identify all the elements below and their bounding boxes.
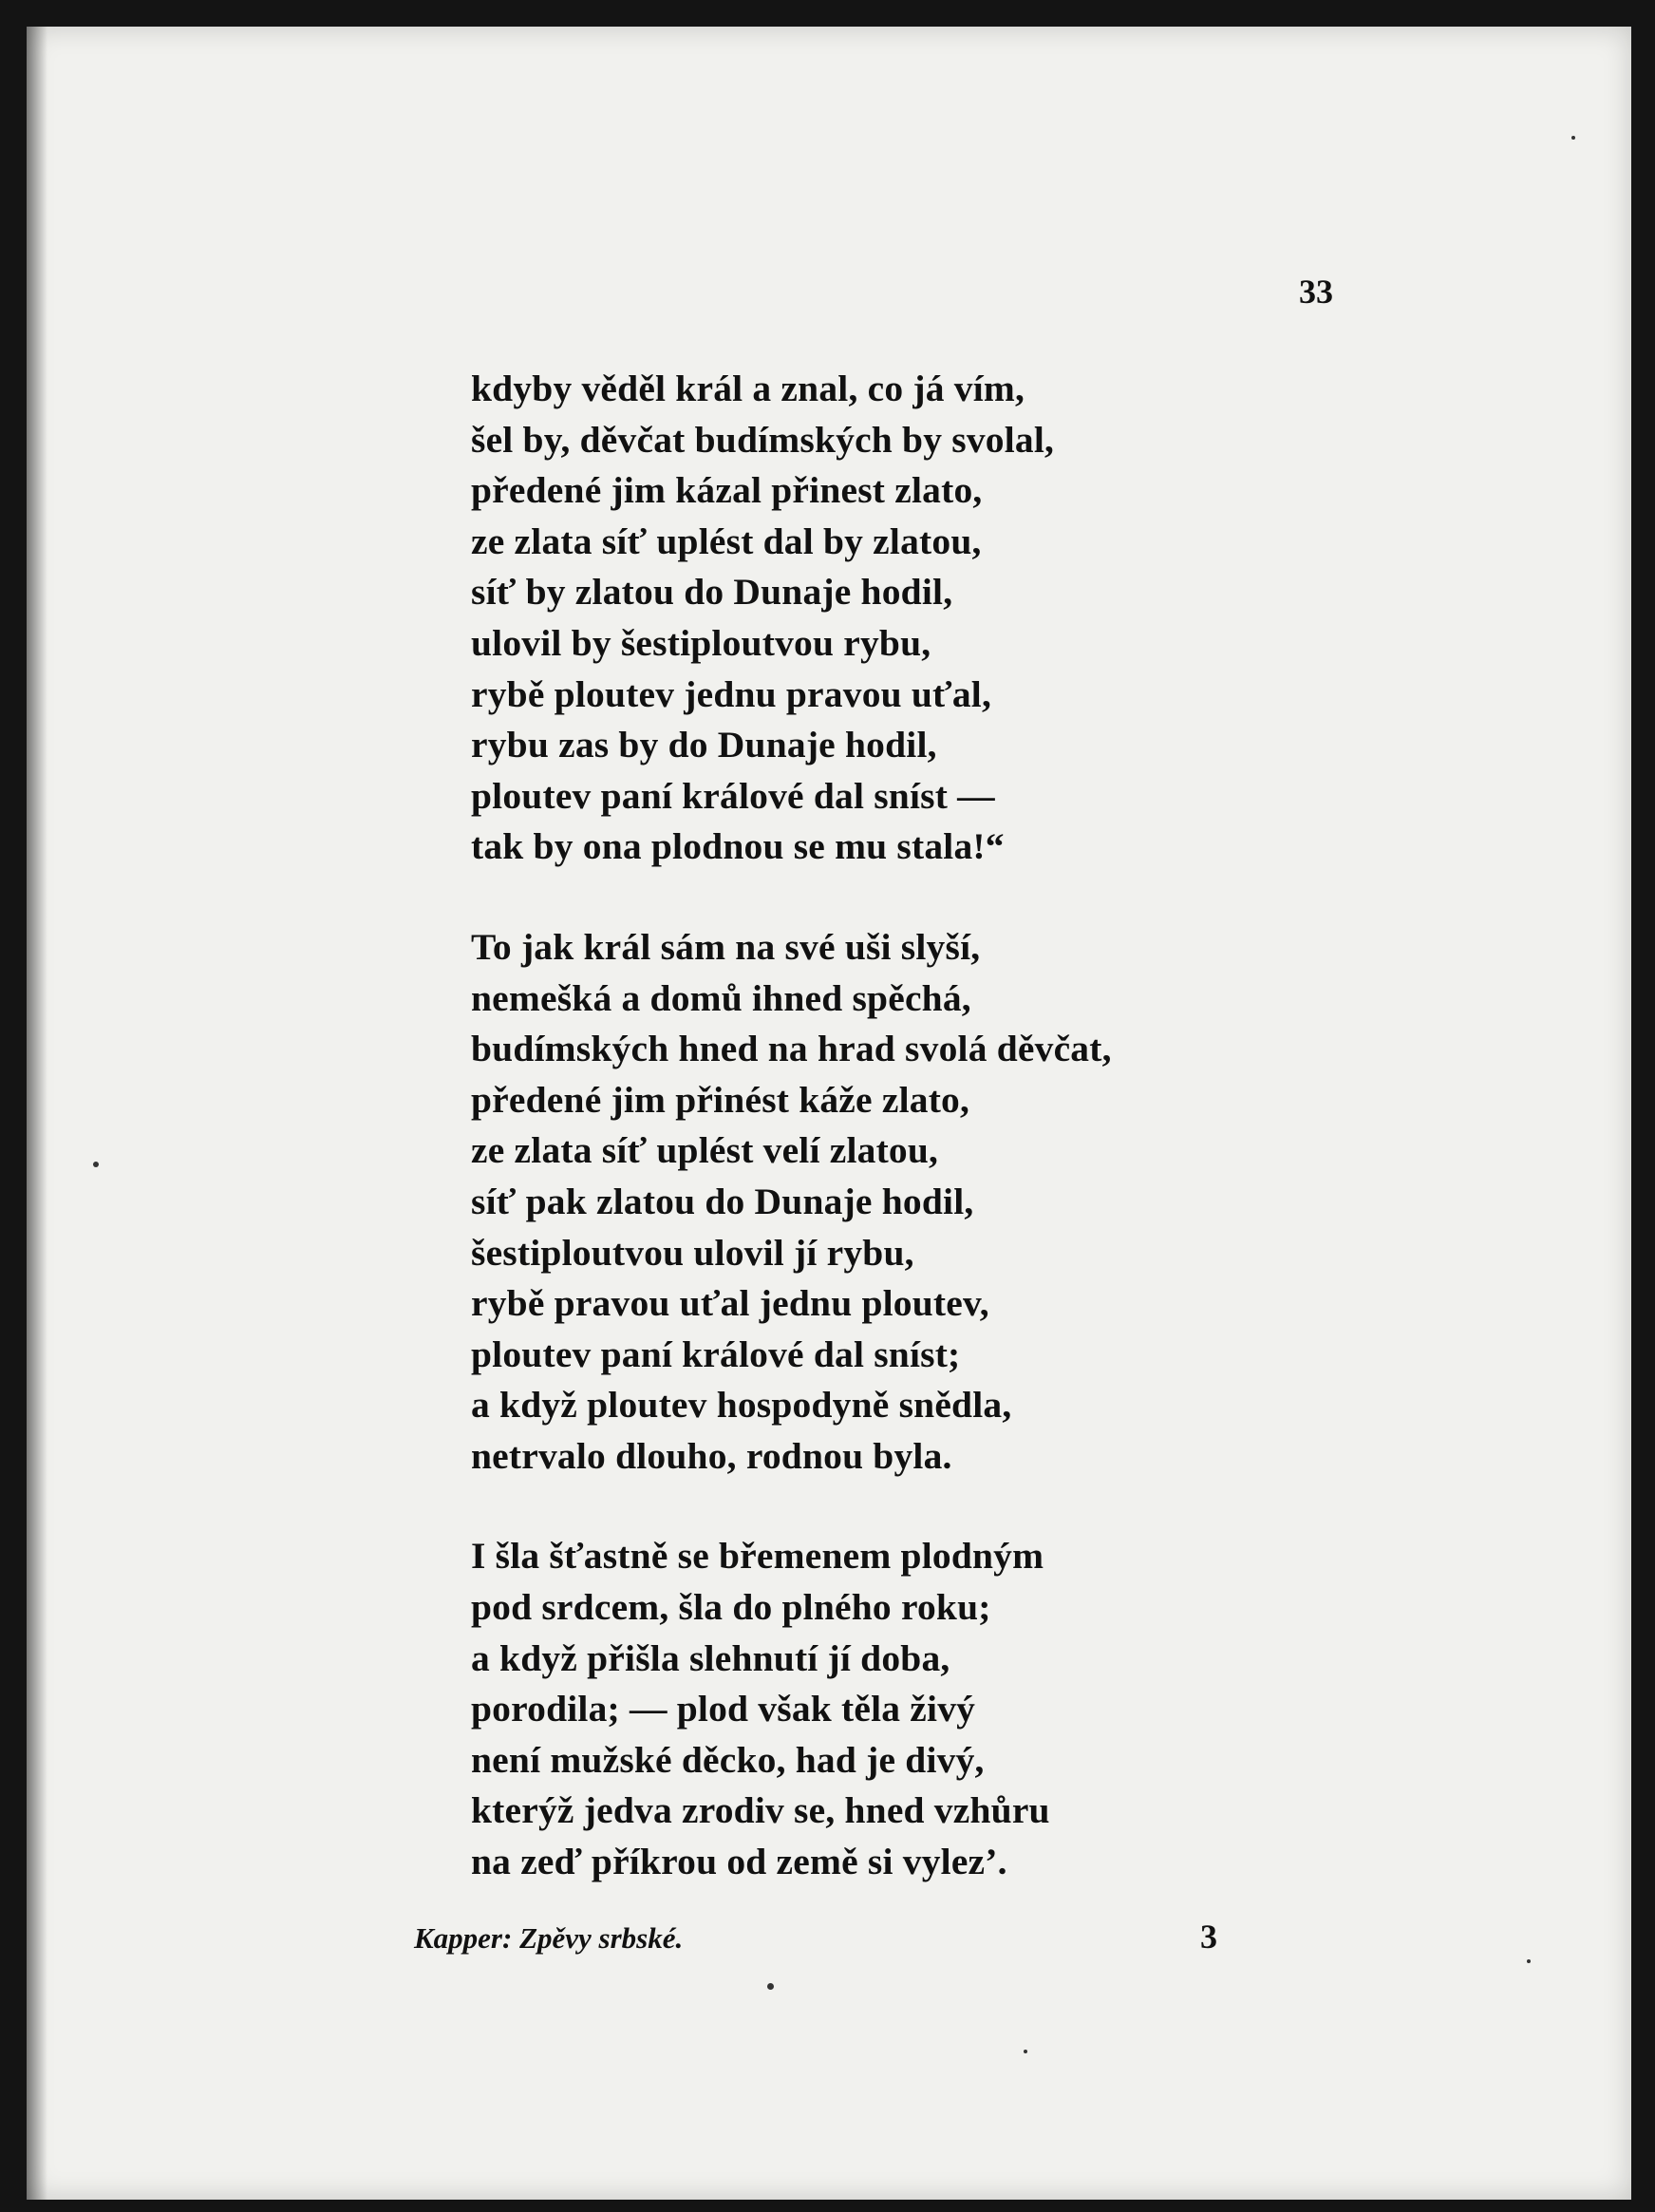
book-page bbox=[27, 27, 1631, 2200]
verse-line: rybě pravou uťal jednu ploutev, bbox=[471, 1282, 989, 1325]
verse-line: a když přišla slehnutí jí doba, bbox=[471, 1636, 950, 1679]
verse-line: netrvalo dlouho, rodnou byla. bbox=[471, 1434, 952, 1477]
verse-line: síť pak zlatou do Dunaje hodil, bbox=[471, 1180, 974, 1222]
verse-line: rybě ploutev jednu pravou uťal, bbox=[471, 672, 992, 715]
stanza-3 bbox=[471, 1531, 1563, 1887]
spine-shadow bbox=[27, 27, 47, 2200]
poem bbox=[471, 364, 1563, 1938]
verse-line: kterýž jedva zrodiv se, hned vzhůru bbox=[471, 1789, 1050, 1832]
stanza-1 bbox=[471, 364, 1563, 873]
verse-line: síť by zlatou do Dunaje hodil, bbox=[471, 571, 953, 614]
verse-line: budímských hned na hrad svolá děvčat, bbox=[471, 1028, 1112, 1070]
verse-line: tak by ona plodnou se mu stala!“ bbox=[471, 825, 1005, 868]
verse-line: I šla šťastně se břemenem plodným bbox=[471, 1535, 1044, 1578]
paper-speck bbox=[767, 1983, 774, 1990]
verse-line: pod srdcem, šla do plného roku; bbox=[471, 1586, 991, 1629]
verse-line: ze zlata síť uplést dal by zlatou, bbox=[471, 520, 982, 562]
verse-line: předené jim přinést káže zlato, bbox=[471, 1078, 970, 1121]
paper-speck bbox=[1024, 2050, 1027, 2053]
stanza-2 bbox=[471, 922, 1563, 1483]
paper-speck bbox=[1571, 136, 1575, 140]
verse-line: na zeď příkrou od země si vylez’. bbox=[471, 1841, 1007, 1883]
verse-line: ulovil by šestiploutvou rybu, bbox=[471, 621, 931, 664]
verse-line: šel by, děvčat budímských by svolal, bbox=[471, 418, 1055, 461]
verse-line: kdyby věděl král a znal, co já vím, bbox=[471, 368, 1025, 409]
verse-line: ze zlata síť uplést velí zlatou, bbox=[471, 1129, 939, 1172]
verse-line: předené jim kázal přinest zlato, bbox=[471, 469, 983, 512]
footer-signature: Kapper: Zpěvy srbské. bbox=[414, 1921, 684, 1955]
verse-line: není mužské děcko, had je divý, bbox=[471, 1738, 985, 1781]
verse-line: porodila; — plod však těla živý bbox=[471, 1688, 976, 1730]
verse-line: a když ploutev hospodyně snědla, bbox=[471, 1384, 1012, 1427]
verse-line: šestiploutvou ulovil jí rybu, bbox=[471, 1231, 914, 1274]
footer-sheet-number: 3 bbox=[1200, 1918, 1217, 1956]
verse-line: ploutev paní králové dal sníst — bbox=[471, 774, 995, 817]
paper-speck bbox=[1527, 1959, 1531, 1963]
verse-line: To jak král sám na své uši slyší, bbox=[471, 925, 981, 968]
verse-line: ploutev paní králové dal sníst; bbox=[471, 1333, 961, 1375]
verse-line: nemešká a domů ihned spěchá, bbox=[471, 976, 971, 1019]
paper-speck bbox=[93, 1162, 99, 1167]
page-number: 33 bbox=[1299, 273, 1333, 311]
verse-line: rybu zas by do Dunaje hodil, bbox=[471, 724, 937, 766]
